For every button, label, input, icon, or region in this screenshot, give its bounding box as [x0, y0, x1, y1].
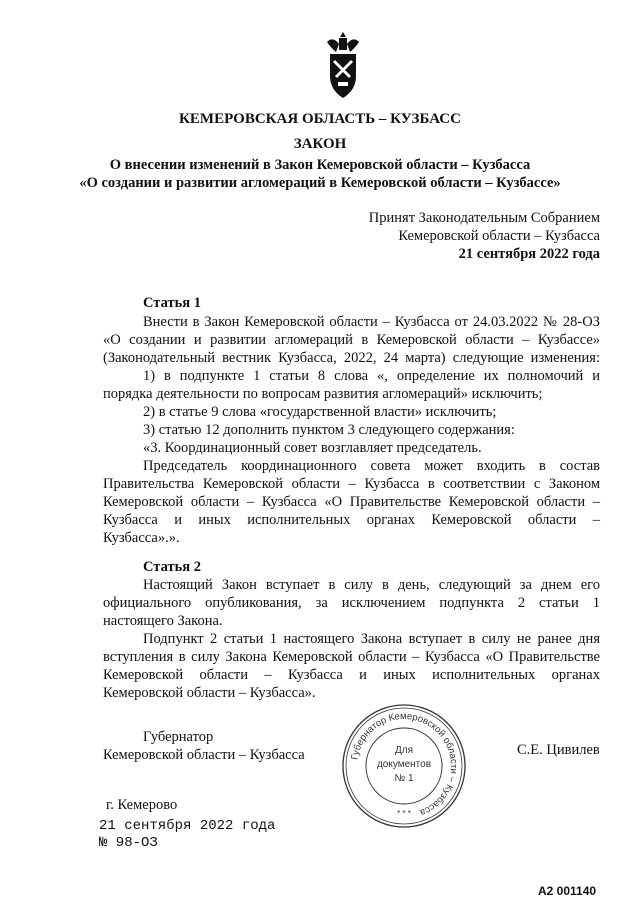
- signing-date: 21 сентября 2022 года: [99, 818, 276, 834]
- law-number: № 98-ОЗ: [99, 835, 158, 851]
- article-2-line: официального опубликования, за исключением подпункта 2 статьи 1: [103, 595, 600, 611]
- region-title: КЕМЕРОВСКАЯ ОБЛАСТЬ – КУЗБАСС: [179, 111, 461, 127]
- coat-of-arms-emblem: [321, 30, 365, 102]
- article-2-heading: Статья 2: [143, 559, 201, 575]
- article-1-line: 2) в статье 9 слова «государственной власти» исключить;: [143, 404, 497, 420]
- law-title-line-2: «О создании и развитии агломераций в Кемеровской области – Кузбассе»: [79, 175, 561, 191]
- article-1-line: порядка деятельности по вопросам развития агломераций» исключить;: [103, 386, 543, 402]
- stamp-stars: * * *: [397, 809, 411, 818]
- article-1-line: Внести в Закон Кемеровской области – Кузбасса от 24.03.2022 № 28-ОЗ: [143, 314, 600, 330]
- article-1-line: Правительства Кемеровской области – Кузбасса в соответствии с Законом: [103, 476, 600, 492]
- stamp-center-line-3: № 1: [394, 773, 414, 784]
- governor-title-line-1: Губернатор: [143, 729, 214, 745]
- stamp-ring-text: Губернатор Кемеровской области – Кузбасса: [349, 710, 460, 818]
- governor-title-line-2: Кемеровской области – Кузбасса: [103, 747, 305, 763]
- article-1-line: Председатель координационного совета может входить в состав: [143, 458, 600, 474]
- governor-name: С.Е. Цивилев: [517, 742, 600, 758]
- city: г. Кемерово: [106, 797, 178, 813]
- law-title-line-1: О внесении изменений в Закон Кемеровской области – Кузбасса: [109, 157, 531, 173]
- stamp-center-line-2: документов: [376, 759, 432, 770]
- adopted-line-2: Кемеровской области – Кузбасса: [398, 228, 600, 244]
- article-1-line: Кемеровской области – Кузбасса «О Правительстве Кемеровской области –: [103, 494, 600, 510]
- article-1-line: 1) в подпункте 1 статьи 8 слова «, определение их полномочий и: [143, 368, 600, 384]
- article-1-line: (Законодательный вестник Кузбасса, 2022, 24 марта) следующие изменения:: [103, 350, 600, 366]
- document-type: ЗАКОН: [293, 136, 347, 152]
- article-1-line: «3. Координационный совет возглавляет председатель.: [143, 440, 482, 456]
- article-1-line: 3) статью 12 дополнить пунктом 3 следующего содержания:: [143, 422, 515, 438]
- article-2-line: Подпункт 2 статьи 1 настоящего Закона вступает в силу не ранее дня: [143, 631, 600, 647]
- article-2-line: Настоящий Закон вступает в силу в день, следующий за днем его: [143, 577, 600, 593]
- article-2-line: вступления в силу Закона Кемеровской области – Кузбасса «О Правительстве: [103, 649, 600, 665]
- article-1-heading: Статья 1: [143, 295, 201, 311]
- form-serial-number: A2 001140: [538, 884, 597, 898]
- article-1-line: Кузбасса и иных исполнительных органах Кемеровской области –: [103, 512, 600, 528]
- official-stamp: [340, 702, 468, 830]
- stamp-center-line-1: Для: [394, 745, 414, 756]
- adopted-date: 21 сентября 2022 года: [458, 246, 600, 262]
- article-1-line: «О создании и развитии агломераций в Кемеровской области – Кузбассе»: [103, 332, 600, 348]
- article-2-line: Кемеровской области – Кузбасса».: [103, 685, 316, 701]
- article-2-line: Кемеровской области – Кузбасса и иных исполнительных органах: [103, 667, 600, 683]
- article-1-line: Кузбасса».».: [103, 530, 180, 546]
- article-2-line: настоящего Закона.: [103, 613, 223, 629]
- adopted-line-1: Принят Законодательным Собранием: [368, 210, 600, 226]
